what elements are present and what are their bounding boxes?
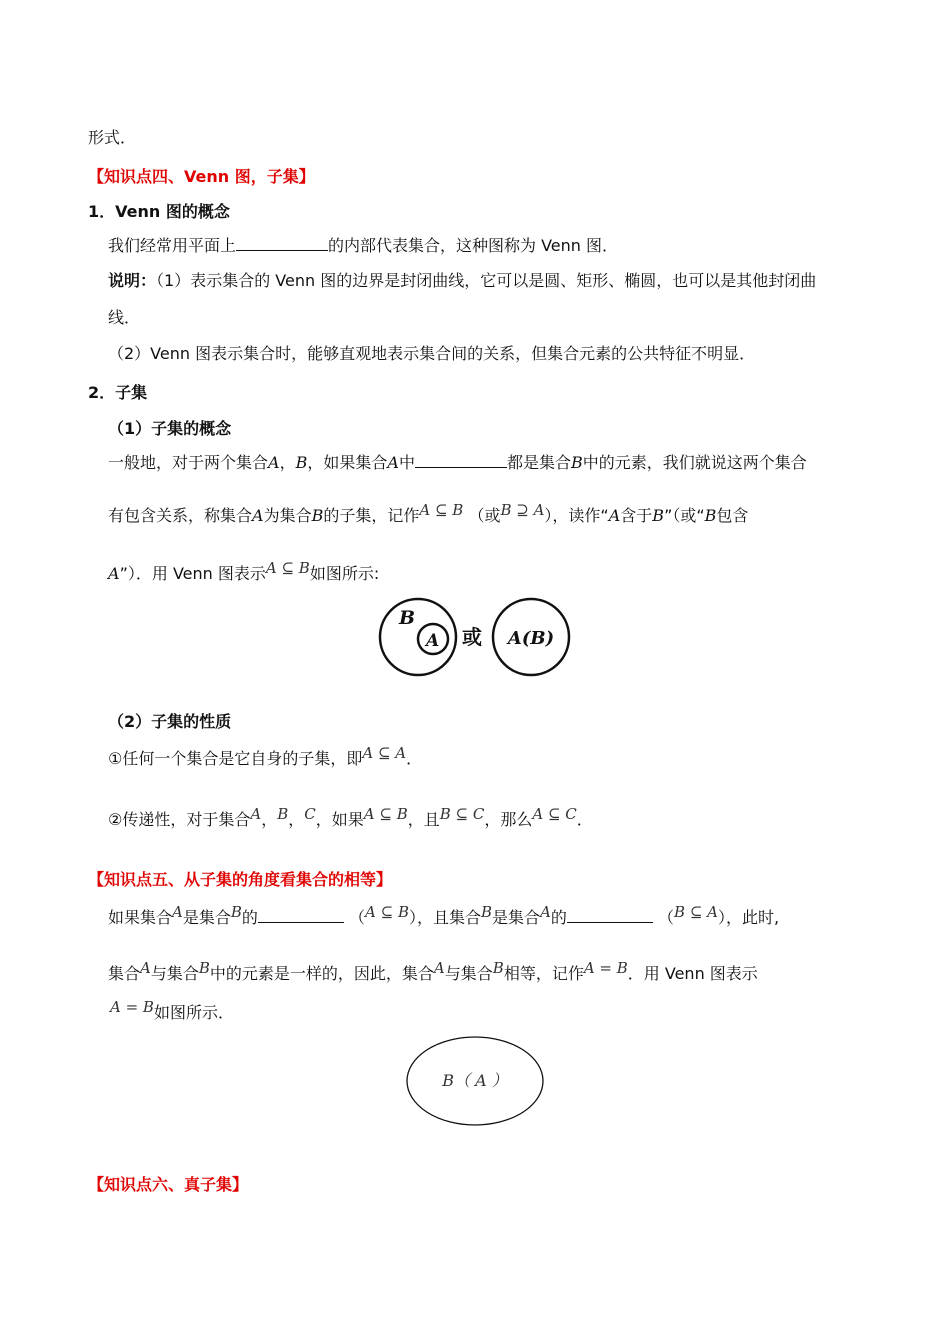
math-var: B	[295, 453, 308, 472]
text: ②传递性，对于集合	[108, 810, 251, 829]
fill-blank	[567, 906, 653, 923]
math-var: A	[108, 564, 120, 583]
math-formula: B ⊇ A	[500, 501, 545, 519]
text: 中的元素是一样的，因此，集合	[209, 964, 434, 983]
subset-title: 2．子集	[88, 383, 148, 402]
math-var: B	[492, 959, 504, 977]
text: 我们经常用平面上	[108, 236, 237, 255]
text: ，	[279, 453, 296, 472]
math-var: B	[277, 805, 289, 823]
text: ①任何一个集合是它自身的子集，即	[108, 749, 363, 768]
math-formula: A ⊆ B	[363, 805, 408, 823]
note-line-3: （2）Venn 图表示集合时，能够直观地表示集合间的关系，但集合元素的公共特征不明显．	[108, 344, 756, 363]
text: 的内部代表集合，这种图称为 Venn 图．	[328, 236, 619, 255]
text: 包含	[716, 506, 749, 525]
math-var: A	[387, 453, 399, 472]
text: ．	[576, 810, 593, 829]
label-b: B	[399, 607, 416, 629]
venn-concept-title: 1．Venn 图的概念	[88, 202, 230, 221]
text: （1）表示集合的 Venn 图的边界是封闭曲线，它可以是圆、矩形、椭圆，也可以是其他封闭曲	[156, 271, 817, 290]
note-line-2: 线．	[108, 308, 141, 327]
math-var: B	[704, 506, 717, 525]
math-var: C	[304, 805, 316, 823]
text: 都是集合	[506, 453, 571, 472]
or-label: 或	[462, 625, 482, 649]
top-text: 形式．	[88, 128, 137, 147]
math-formula: A = B	[583, 959, 628, 977]
math-var: B	[652, 506, 665, 525]
text: 如图所示:	[309, 564, 380, 583]
text: ），读作“	[544, 506, 609, 525]
math-var: B	[481, 903, 493, 921]
text: 如图所示．	[153, 1003, 234, 1022]
text: 的	[241, 908, 258, 927]
text: ，那么	[484, 810, 533, 829]
equality-line-1	[108, 903, 780, 928]
text: ”（或“	[664, 506, 705, 525]
note-label: 说明：	[108, 271, 157, 290]
text: 中的元素，我们就说这两个集合	[582, 453, 807, 472]
math-formula: A = B	[110, 998, 154, 1016]
text: ．	[406, 749, 423, 768]
fill-blank	[236, 234, 328, 251]
text: ．用 Venn 图表示	[627, 964, 758, 983]
subset-concept-title: （1）子集的概念	[108, 419, 232, 438]
text: 如果集合	[108, 908, 173, 927]
math-var: B	[230, 903, 242, 921]
label-a-b: A(B)	[507, 628, 555, 649]
text: ，	[288, 810, 305, 829]
text: （或	[468, 506, 501, 525]
math-var: A	[433, 959, 445, 977]
math-var: A	[268, 453, 280, 472]
property-2	[108, 805, 593, 830]
subset-property-title: （2）子集的性质	[108, 712, 232, 731]
math-var: B	[198, 959, 210, 977]
venn-equal-figure	[404, 1034, 546, 1128]
equality-line-3	[110, 998, 234, 1023]
text: ，且	[407, 810, 440, 829]
math-var: B	[311, 506, 324, 525]
text: 为集合	[263, 506, 312, 525]
label-a: A	[426, 631, 440, 651]
text: 含于	[620, 506, 653, 525]
math-formula: A ⊆ B	[265, 559, 310, 577]
section5-heading: 【知识点五、从子集的角度看集合的相等】	[88, 870, 393, 889]
math-formula: A ⊆ A	[362, 744, 407, 762]
math-var: A	[540, 903, 551, 921]
text: ，如果	[315, 810, 364, 829]
fill-blank	[258, 906, 344, 923]
text: ），且集合	[409, 908, 482, 927]
section4-heading: 【知识点四、Venn 图，子集】	[88, 167, 315, 186]
math-formula: B ⊆ A	[674, 903, 718, 921]
text: （	[658, 908, 675, 927]
property-1	[108, 744, 423, 769]
text: 有包含关系，称集合	[108, 506, 253, 525]
fill-blank	[415, 451, 507, 468]
venn-definition	[108, 234, 618, 256]
subset-def-line-3	[108, 559, 380, 584]
text: ，	[261, 810, 278, 829]
math-var: B	[570, 453, 583, 472]
math-formula: A ⊆ B	[365, 903, 409, 921]
math-formula: A ⊆ B	[419, 501, 464, 519]
text: ，如果集合	[307, 453, 388, 472]
math-formula: B ⊆ C	[439, 805, 485, 823]
math-var: A	[252, 506, 264, 525]
text: 相等，记作	[503, 964, 584, 983]
venn-subset-figure	[376, 597, 574, 679]
subset-def-line-1	[108, 451, 807, 473]
text: ），此时,	[718, 908, 780, 927]
subset-def-line-2	[108, 501, 749, 526]
text: （	[349, 908, 366, 927]
label-b-a: B（ A ）	[442, 1071, 508, 1090]
equality-line-2	[108, 959, 758, 984]
text: 集合	[108, 964, 141, 983]
text: 的	[550, 908, 567, 927]
text: ”）．用 Venn 图表示	[119, 564, 266, 583]
math-var: A	[172, 903, 183, 921]
text: 是集合	[182, 908, 231, 927]
math-formula: A ⊆ C	[532, 805, 577, 823]
math-var: A	[140, 959, 151, 977]
section6-heading: 【知识点六、真子集】	[88, 1175, 249, 1194]
text: 与集合	[444, 964, 493, 983]
math-var: A	[250, 805, 262, 823]
note-line-1	[108, 271, 816, 291]
text: 的子集，记作	[323, 506, 420, 525]
math-var: A	[608, 506, 621, 525]
text: 是集合	[492, 908, 541, 927]
text: 中	[398, 453, 415, 472]
text: 与集合	[150, 964, 199, 983]
text: 一般地，对于两个集合	[108, 453, 269, 472]
